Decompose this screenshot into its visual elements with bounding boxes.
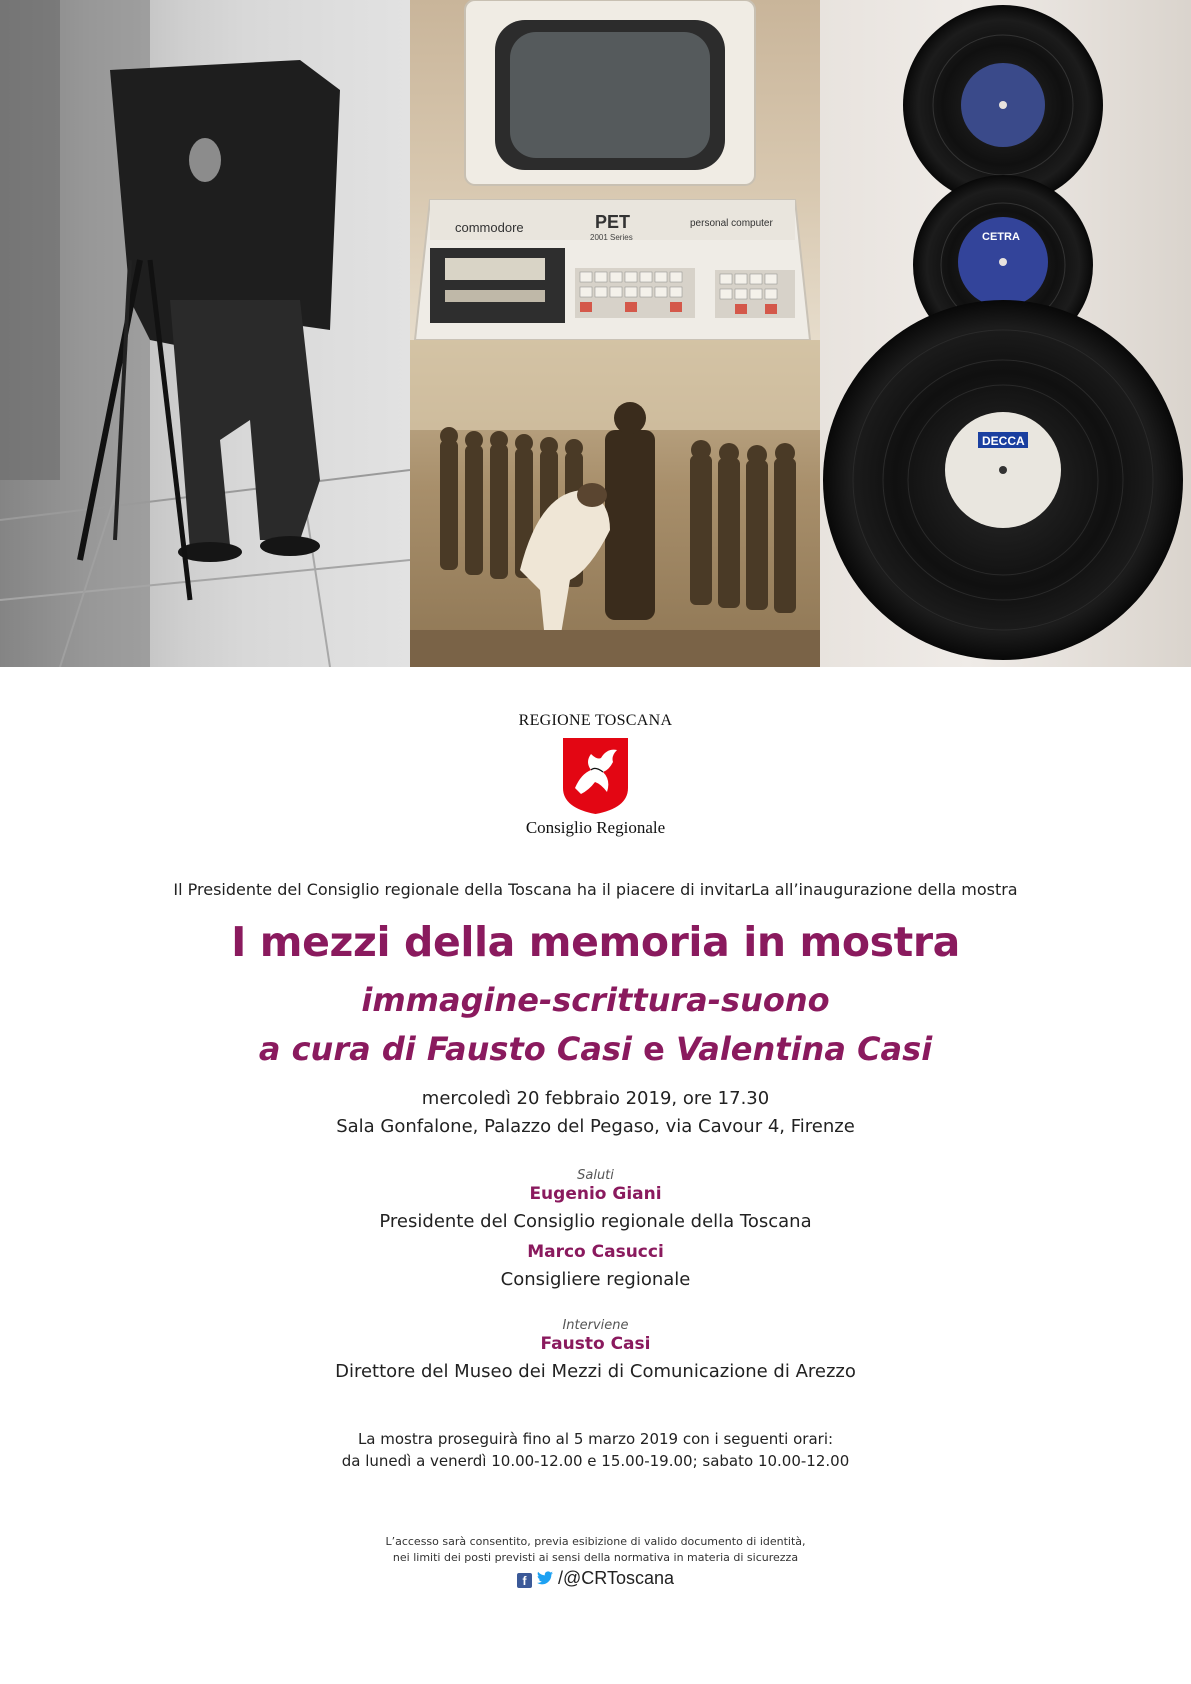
event-venue: Sala Gonfalone, Palazzo del Pegaso, via Cavour 4, Firenze (336, 1116, 855, 1137)
soldiers-photo (410, 340, 820, 667)
pegasus-shield-icon (561, 736, 630, 816)
photo-collage (0, 0, 1191, 667)
records-illustration (820, 0, 1191, 667)
curators-line (0, 1030, 1191, 1068)
logo-council-text: Consiglio Regionale (525, 818, 666, 837)
intervener-role: Direttore del Museo dei Mezzi di Comunicazione di Arezzo (335, 1361, 856, 1382)
access-note-line-2: nei limiti dei posti previsti ai sensi della normativa in materia di sicurezza (392, 1551, 799, 1564)
pet-tagline: personal computer (690, 218, 773, 229)
exhibition-title: I mezzi della memoria in mostra (231, 918, 960, 966)
speaker-name: Eugenio Giani (529, 1184, 662, 1204)
access-note-line-1: L’accesso sarà consentito, previa esibizione di valido documento di identità, (385, 1535, 806, 1548)
speaker-role: Consigliere regionale (500, 1269, 691, 1290)
soldiers-illustration (410, 340, 820, 667)
pet-model: PET (595, 212, 631, 232)
speaker-name: Marco Casucci (527, 1242, 664, 1262)
photographer-photo (0, 0, 410, 667)
invitation-intro: Il Presidente del Consiglio regionale della Toscana ha il piacere di invitarLa all’inaugurazione della mostra (173, 880, 1018, 899)
curator-second: Valentina Casi (675, 1030, 933, 1068)
schedule-line-1: La mostra proseguirà fino al 5 marzo 2019 con i seguenti orari: (357, 1430, 834, 1448)
intervener-name: Fausto Casi (540, 1334, 651, 1354)
cetra-label: CETRA (982, 231, 1020, 243)
facebook-icon[interactable]: f (517, 1573, 532, 1588)
computer-illustration (410, 0, 820, 340)
decca-label: DECCA (982, 434, 1025, 448)
pet-series: 2001 Series (590, 233, 633, 242)
exhibition-subtitle: immagine-scrittura-suono (361, 981, 830, 1019)
commodore-pet-photo (410, 0, 820, 340)
logo-region-text: REGIONE TOSCANA (518, 712, 673, 729)
twitter-icon[interactable] (537, 1571, 553, 1585)
vinyl-records-photo (820, 0, 1191, 667)
schedule-line-2: da lunedì a venerdì 10.00-12.00 e 15.00-19.00; sabato 10.00-12.00 (341, 1452, 850, 1470)
social-handle[interactable]: /@CRToscana (558, 1568, 675, 1588)
greetings-label: Saluti (577, 1168, 614, 1183)
commodore-brand: commodore (455, 220, 524, 235)
curator-first: a cura di Fausto Casi (258, 1030, 632, 1068)
curator-conjunction: e (643, 1030, 665, 1068)
intervention-label: Interviene (562, 1318, 629, 1333)
event-date: mercoledì 20 febbraio 2019, ore 17.30 (421, 1088, 770, 1109)
speaker-role: Presidente del Consiglio regionale della Toscana (379, 1211, 812, 1232)
social-links (0, 1568, 1191, 1589)
photographer-illustration (0, 0, 410, 667)
